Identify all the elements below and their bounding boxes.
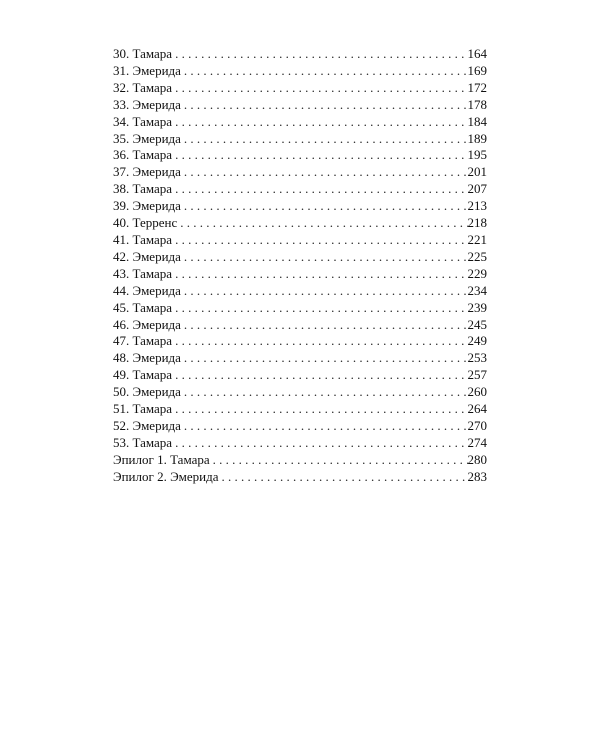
toc-entry-page-number: 218	[467, 215, 487, 231]
toc-dot-leader	[184, 384, 468, 401]
toc-dot-leader	[184, 164, 468, 181]
toc-entry-page-number: 169	[467, 62, 487, 78]
toc-entry-page-number: 201	[467, 164, 487, 180]
toc-entry-title: 37. Эмерида	[113, 164, 181, 180]
toc-entry-page-number: 270	[467, 417, 487, 433]
toc-dot-leader	[175, 266, 467, 283]
toc-entry	[113, 114, 487, 131]
toc-entry-title: Эпилог 2. Эмерида	[113, 468, 219, 484]
toc-entry	[113, 317, 487, 334]
toc-entry-page-number: 195	[467, 147, 487, 163]
toc-entry-title: 46. Эмерида	[113, 316, 181, 332]
toc-entry-title: 45. Тамара	[113, 299, 173, 315]
toc-dot-leader	[175, 181, 467, 198]
toc-entry	[113, 266, 487, 283]
toc-entry-title: 44. Эмерида	[113, 282, 181, 298]
toc-dot-leader	[175, 147, 467, 164]
toc-dot-leader	[184, 418, 468, 435]
toc-dot-leader	[184, 350, 468, 367]
toc-entry	[113, 452, 487, 469]
toc-entry-page-number: 249	[467, 333, 487, 349]
toc-entry-page-number: 234	[467, 282, 487, 298]
toc-entry	[113, 435, 487, 452]
toc-entry-title: 53. Тамара	[113, 434, 173, 450]
toc-dot-leader	[213, 452, 468, 469]
toc-entry	[113, 249, 487, 266]
toc-dot-leader	[184, 131, 468, 148]
toc-dot-leader	[175, 46, 467, 63]
toc-entry-page-number: 283	[467, 468, 487, 484]
toc-dot-leader	[175, 114, 467, 131]
toc-entry-title: 36. Тамара	[113, 147, 173, 163]
toc-entry	[113, 215, 487, 232]
toc-entry-title: 40. Терренс	[113, 215, 178, 231]
toc-entry	[113, 300, 487, 317]
toc-dot-leader	[175, 435, 467, 452]
toc-entry-page-number: 239	[467, 299, 487, 315]
toc-entry-page-number: 178	[467, 96, 487, 112]
table-of-contents	[113, 46, 487, 486]
toc-entry	[113, 384, 487, 401]
toc-entry	[113, 63, 487, 80]
toc-entry-title: 39. Эмерида	[113, 198, 181, 214]
toc-entry-page-number: 225	[467, 248, 487, 264]
toc-entry	[113, 97, 487, 114]
toc-entry-title: 31. Эмерида	[113, 62, 181, 78]
toc-entry-page-number: 189	[467, 130, 487, 146]
toc-entry-title: 41. Тамара	[113, 231, 173, 247]
toc-dot-leader	[184, 63, 468, 80]
toc-dot-leader	[184, 317, 468, 334]
toc-dot-leader	[175, 232, 467, 249]
toc-entry-title: 49. Тамара	[113, 367, 173, 383]
toc-entry-title: 43. Тамара	[113, 265, 173, 281]
toc-dot-leader	[175, 80, 467, 97]
toc-entry-page-number: 221	[467, 231, 487, 247]
toc-entry	[113, 350, 487, 367]
toc-entry-title: 50. Эмерида	[113, 384, 181, 400]
toc-entry-page-number: 213	[467, 198, 487, 214]
toc-dot-leader	[184, 198, 468, 215]
toc-entry-title: 33. Эмерида	[113, 96, 181, 112]
toc-entry	[113, 181, 487, 198]
toc-entry-page-number: 164	[467, 46, 487, 61]
toc-entry-page-number: 264	[467, 401, 487, 417]
toc-entry	[113, 80, 487, 97]
toc-entry	[113, 333, 487, 350]
toc-entry	[113, 232, 487, 249]
toc-entry-title: 38. Тамара	[113, 181, 173, 197]
toc-entry-page-number: 274	[467, 434, 487, 450]
toc-entry	[113, 131, 487, 148]
toc-entry-title: 52. Эмерида	[113, 417, 181, 433]
toc-entry	[113, 469, 487, 486]
toc-entry-page-number: 172	[467, 79, 487, 95]
toc-entry	[113, 46, 487, 63]
toc-entry	[113, 401, 487, 418]
toc-entry	[113, 198, 487, 215]
toc-entry-page-number: 245	[467, 316, 487, 332]
toc-entry	[113, 283, 487, 300]
toc-entry-page-number: 253	[467, 350, 487, 366]
toc-entry-page-number: 280	[467, 451, 487, 467]
toc-entry-title: 30. Тамара	[113, 46, 173, 61]
toc-dot-leader	[175, 333, 467, 350]
toc-dot-leader	[175, 401, 467, 418]
toc-entry-title: 42. Эмерида	[113, 248, 181, 264]
toc-entry	[113, 164, 487, 181]
toc-dot-leader	[184, 283, 468, 300]
toc-entry-title: 51. Тамара	[113, 401, 173, 417]
toc-entry	[113, 367, 487, 384]
toc-entry-title: Эпилог 1. Тамара	[113, 451, 210, 467]
toc-entry-page-number: 229	[467, 265, 487, 281]
toc-dot-leader	[184, 97, 468, 114]
toc-dot-leader	[222, 469, 468, 486]
toc-entry-title: 32. Тамара	[113, 79, 173, 95]
toc-dot-leader	[180, 215, 467, 232]
toc-entry-page-number: 260	[467, 384, 487, 400]
toc-entry-title: 48. Эмерида	[113, 350, 181, 366]
toc-entry-page-number: 184	[467, 113, 487, 129]
toc-entry-page-number: 207	[467, 181, 487, 197]
toc-dot-leader	[184, 249, 468, 266]
toc-dot-leader	[175, 367, 467, 384]
toc-entry-title: 47. Тамара	[113, 333, 173, 349]
toc-dot-leader	[175, 300, 467, 317]
toc-entry-title: 35. Эмерида	[113, 130, 181, 146]
toc-entry-title: 34. Тамара	[113, 113, 173, 129]
toc-entry	[113, 147, 487, 164]
toc-entry-page-number: 257	[467, 367, 487, 383]
toc-entry	[113, 418, 487, 435]
